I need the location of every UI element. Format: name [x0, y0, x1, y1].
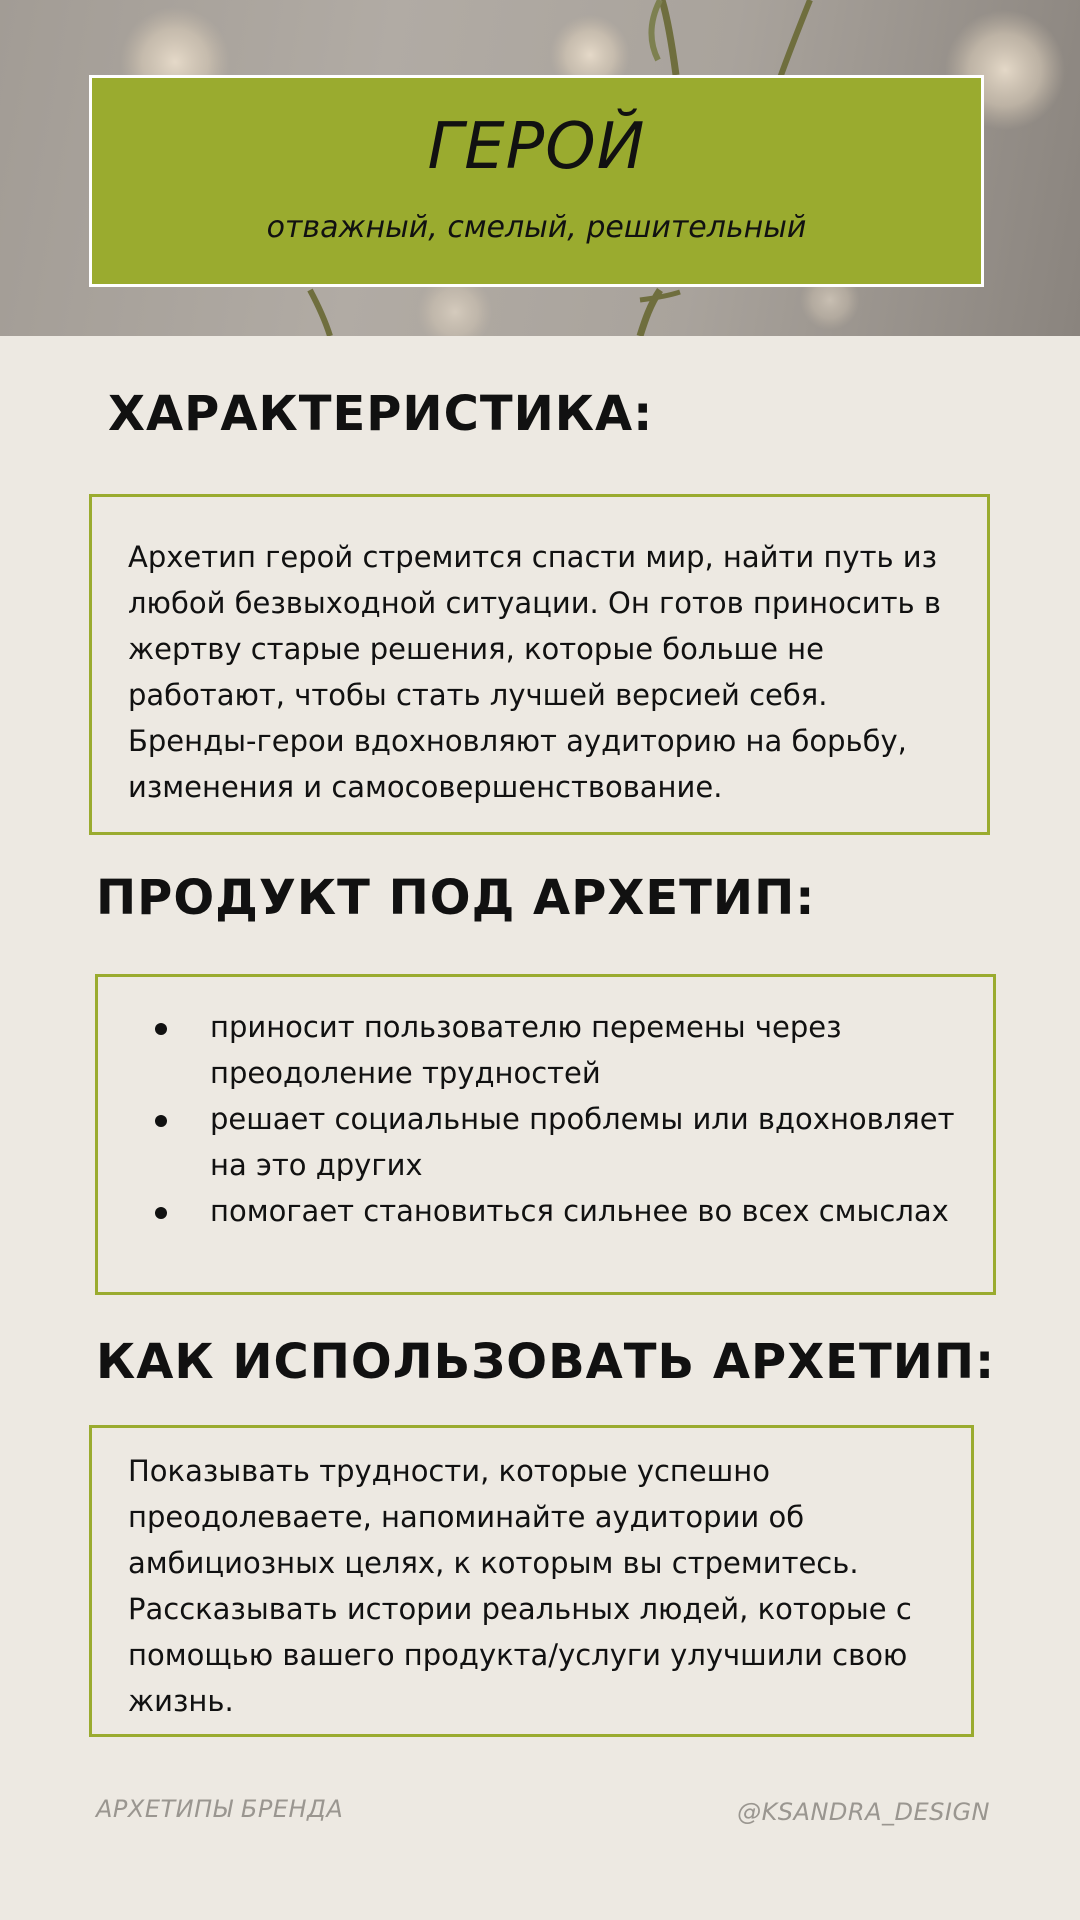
product-heading: ПРОДУКТ ПОД АРХЕТИП: — [96, 870, 816, 926]
list-item: решает социальные проблемы или вдохновляет на это других — [155, 1096, 957, 1188]
title-banner — [89, 75, 984, 287]
footer-brand-label: АРХЕТИПЫ БРЕНДА — [96, 1795, 344, 1823]
list-item: приносит пользователю перемены через преодоление трудностей — [155, 1004, 957, 1096]
usage-heading: КАК ИСПОЛЬЗОВАТЬ АРХЕТИП: — [96, 1334, 996, 1390]
list-item: помогает становиться сильнее во всех смыслах — [155, 1188, 957, 1234]
product-box — [95, 974, 996, 1295]
usage-box — [89, 1425, 974, 1737]
usage-text: Показывать трудности, которые успешно преодолеваете, напоминайте аудитории об амбициозных целях, к которым вы стремитесь. Рассказывать истории реальных людей, которые с помощью вашего продукта/услуги улучшили свою жизнь. — [128, 1454, 912, 1718]
page-title: ГЕРОЙ — [427, 110, 646, 184]
footer-author-handle: @KSANDRA_DESIGN — [737, 1798, 990, 1826]
characteristic-box — [89, 494, 990, 835]
characteristic-text: Архетип герой стремится спасти мир, найти путь из любой безвыходной ситуации. Он готов приносить в жертву старые решения, которые больше не работают, чтобы стать лучшей версией себя. Бренды-герои вдохновляют аудиторию на борьбу, изменения и самосовершенствование. — [128, 540, 941, 804]
page-subtitle: отважный, смелый, решительный — [266, 210, 807, 245]
product-list — [155, 1004, 957, 1234]
characteristic-heading: ХАРАКТЕРИСТИКА: — [108, 386, 654, 442]
